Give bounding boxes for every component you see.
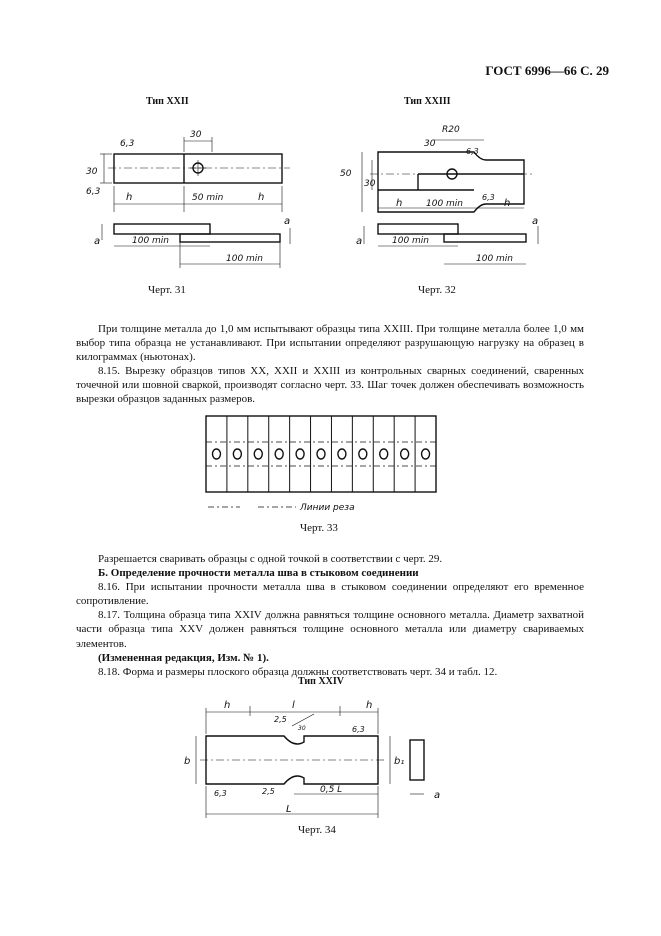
fig32-dim-63a: 6,3 bbox=[466, 147, 479, 156]
fig34-dim-h2: h bbox=[366, 700, 373, 711]
fig34-dim-h1: h bbox=[224, 700, 231, 711]
fig34-dim-L: L bbox=[286, 804, 292, 815]
fig33-weld-spot bbox=[317, 449, 325, 459]
fig33-weld-spot bbox=[275, 449, 283, 459]
fig32-dim-63b: 6,3 bbox=[482, 193, 495, 202]
fig34-dim-a: a bbox=[434, 790, 441, 801]
fig32-label: Черт. 32 bbox=[418, 284, 456, 296]
fig33-weld-spot bbox=[422, 449, 430, 459]
fig33-weld-spot bbox=[401, 449, 409, 459]
paragraph-block-2 bbox=[76, 552, 584, 679]
fig34-dim-63a: 6,3 bbox=[352, 725, 365, 734]
fig31-dim-50min: 50 min bbox=[192, 193, 224, 203]
page-header: ГОСТ 6996—66 С. 29 bbox=[485, 63, 609, 78]
fig33-legend: Линии реза bbox=[300, 503, 355, 513]
fig34-dim-l: l bbox=[292, 700, 295, 711]
fig33-weld-spot bbox=[359, 449, 367, 459]
fig32-dim-100a: 100 min bbox=[392, 236, 430, 246]
fig34-drawing bbox=[180, 694, 460, 822]
edition-note: (Измененная редакция, Изм. № 1). bbox=[98, 651, 269, 664]
fig34-dim-25b: 2,5 bbox=[262, 787, 275, 796]
fig34-dim-05L: 0,5 L bbox=[320, 785, 343, 795]
fig33-weld-spot bbox=[254, 449, 262, 459]
fig31-dim-a-right: a bbox=[284, 216, 291, 227]
fig31-dim-100b: 100 min bbox=[226, 254, 264, 264]
fig31-drawing bbox=[80, 112, 310, 272]
fig33-label: Черт. 33 bbox=[300, 522, 338, 534]
fig31-dim-100a: 100 min bbox=[132, 236, 170, 246]
fig33-drawing bbox=[200, 414, 440, 514]
fig32-dim-30-left: 30 bbox=[364, 179, 376, 189]
fig32-dim-h2: h bbox=[504, 198, 511, 209]
fig33-cut-columns bbox=[212, 416, 429, 492]
fig34-dim-63b: 6,3 bbox=[214, 789, 227, 798]
fig34-label: Черт. 34 bbox=[298, 824, 336, 836]
paragraph-xxiii-thickness: При толщине металла до 1,0 мм испытывают образцы типа XXIII. При толщине металла более 1,0 мм выбор типа образца не устанавливают. При испытании определяют разрушающую нагрузку на образец в килограммах (ньютонах). bbox=[76, 323, 584, 364]
fig33-weld-spot bbox=[296, 449, 304, 459]
fig33-weld-spot bbox=[380, 449, 388, 459]
fig34-dim-b1: b₁ bbox=[394, 756, 405, 767]
fig31-dim-63a: 6,3 bbox=[120, 139, 135, 149]
fig34-dim-30: 30 bbox=[298, 725, 306, 732]
paragraph-block-1 bbox=[76, 322, 584, 407]
paragraph-8-15: 8.15. Вырезку образцов типов XX, XXII и XXIII из контрольных сварных соединений, сваренных точечной или шовной сваркой, производят согласно черт. 33. Шаг точек должен обеспечивать возможность вырезки образцов заданных размеров. bbox=[76, 365, 584, 406]
fig31-dim-h1: h bbox=[126, 192, 133, 203]
fig32-dim-100: 100 min bbox=[426, 199, 464, 209]
fig32-dim-100b: 100 min bbox=[476, 254, 514, 264]
paragraph-8-18: 8.18. Форма и размеры плоского образца должны соответствовать черт. 34 и табл. 12. bbox=[98, 665, 498, 678]
fig34-dim-b: b bbox=[184, 756, 191, 767]
fig32-drawing bbox=[334, 112, 564, 272]
fig31-dim-30-top: 30 bbox=[190, 130, 202, 140]
fig31-label: Черт. 31 bbox=[148, 284, 186, 296]
fig34-dim-25a: 2,5 bbox=[274, 715, 287, 724]
fig33-weld-spot bbox=[212, 449, 220, 459]
fig34-caption: Тип XXIV bbox=[298, 676, 345, 687]
section-b-title: Б. Определение прочности металла шва в стыковом соединении bbox=[98, 567, 419, 580]
fig32-dim-h1: h bbox=[396, 198, 403, 209]
paragraph-8-16: 8.16. При испытании прочности металла шва в стыковом соединении определяют его временное сопротивление. bbox=[76, 581, 584, 608]
fig31-dim-63b: 6,3 bbox=[86, 187, 101, 197]
fig31-dim-a-left: a bbox=[94, 236, 101, 247]
paragraph-one-point: Разрешается сваривать образцы с одной точкой в соответствии с черт. 29. bbox=[98, 553, 443, 565]
fig31-caption: Тип XXII bbox=[146, 96, 189, 107]
paragraph-8-17: 8.17. Толщина образца типа XXIV должна равняться толщине основного металла. Диаметр захватной части образца типа XXV должен равняться толщине основного металла или диаметру свариваемых элементов. bbox=[76, 609, 584, 650]
fig31-dim-h2: h bbox=[258, 192, 265, 203]
fig32-dim-50: 50 bbox=[340, 169, 352, 179]
fig33-weld-spot bbox=[338, 449, 346, 459]
fig32-dim-30: 30 bbox=[424, 139, 436, 149]
fig32-caption: Тип XXIII bbox=[404, 96, 451, 107]
fig32-dim-r20: R20 bbox=[442, 125, 460, 135]
fig32-dim-a-right: a bbox=[532, 216, 539, 227]
fig32-dim-a-left: a bbox=[356, 236, 363, 247]
fig33-weld-spot bbox=[233, 449, 241, 459]
fig31-dim-30-left: 30 bbox=[86, 167, 98, 177]
